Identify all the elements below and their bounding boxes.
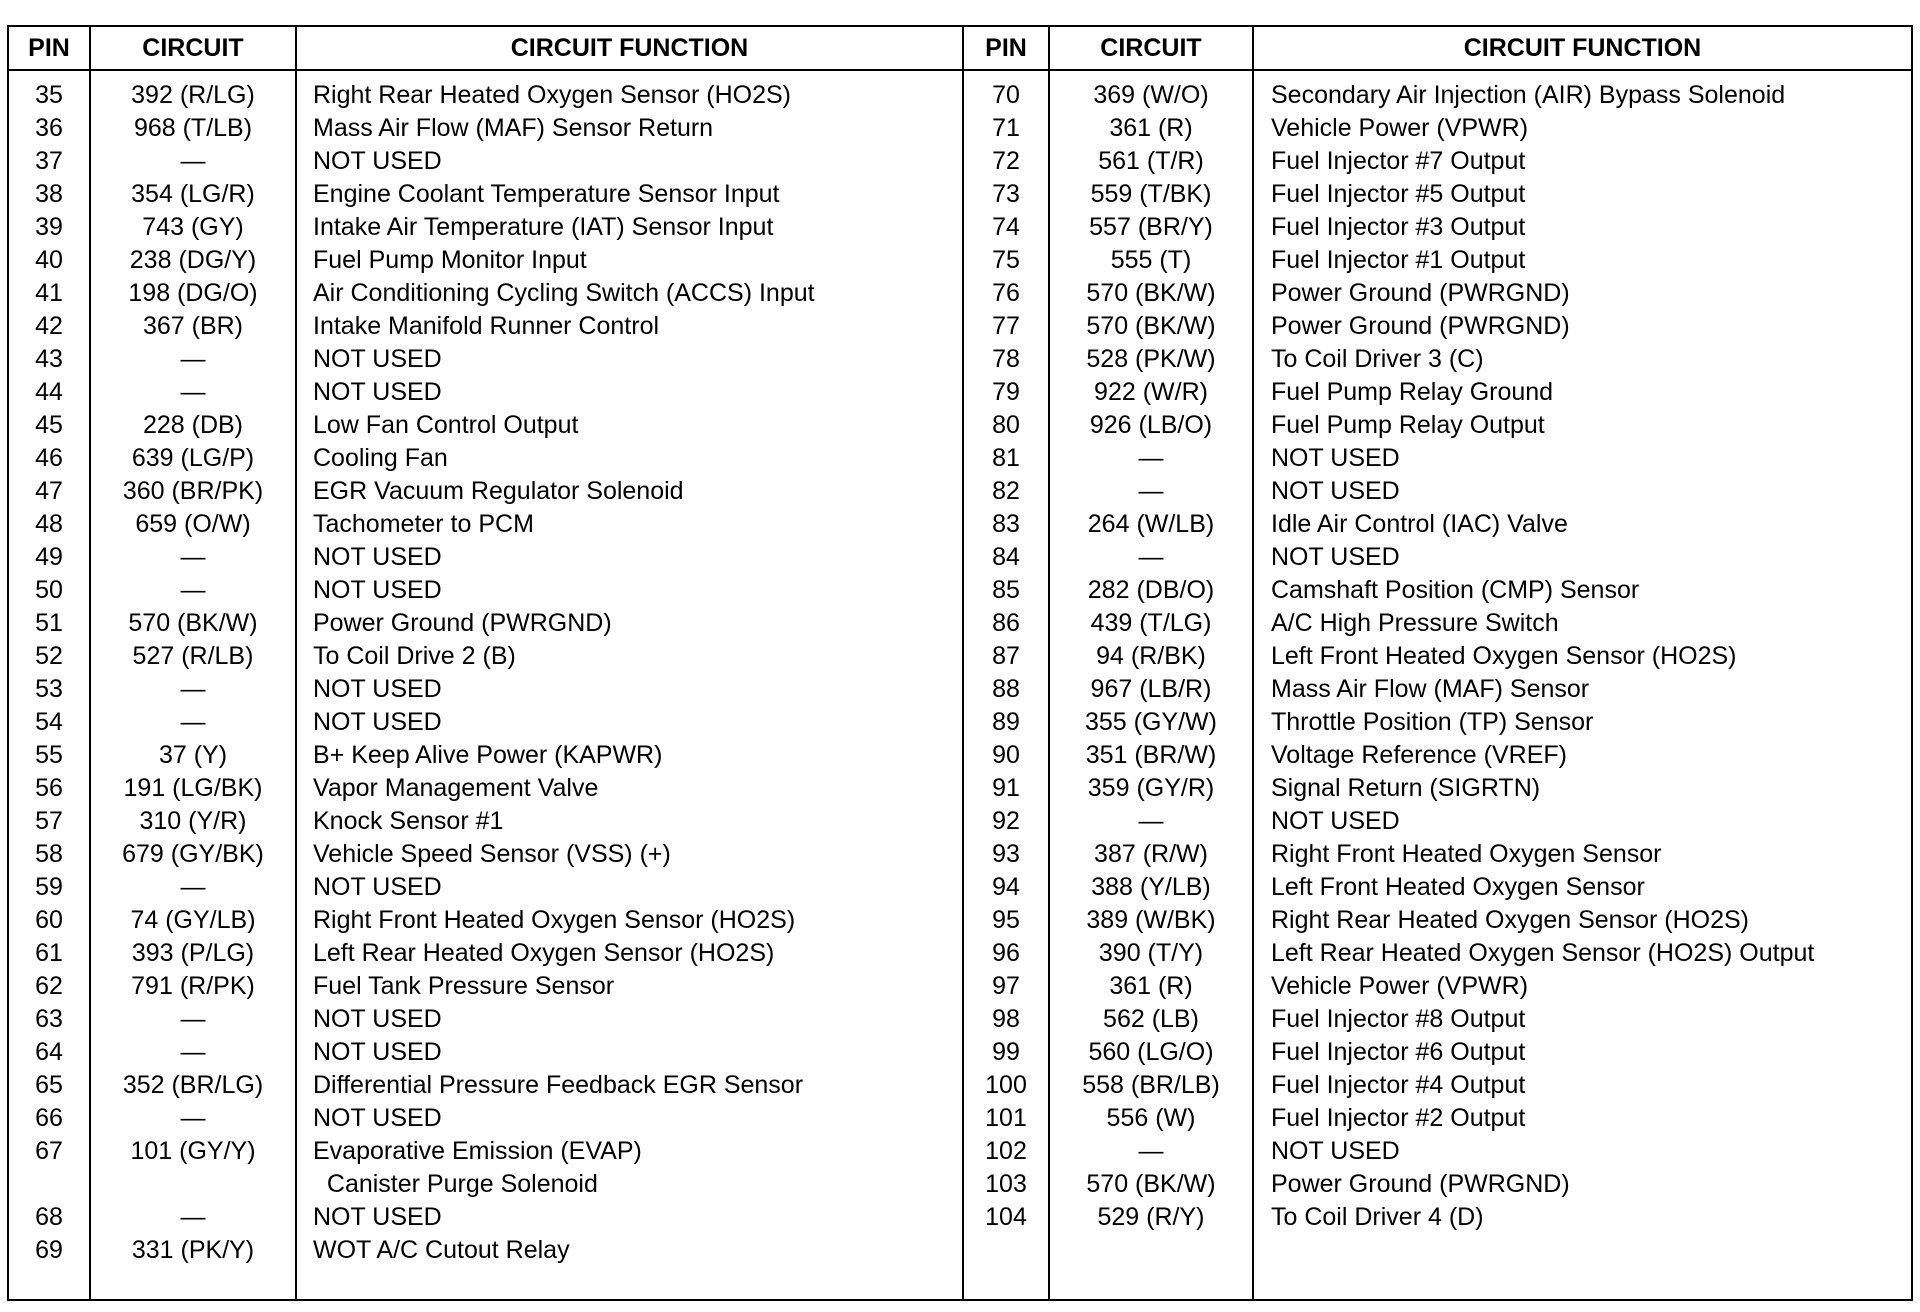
circuit-function: Evaporative Emission (EVAP) (313, 1137, 642, 1165)
circuit-function: Vapor Management Valve (313, 774, 599, 802)
pin-number: 62 (35, 972, 63, 1000)
circuit-function: NOT USED (1271, 807, 1400, 835)
left-pin-column (9, 79, 89, 1267)
pin-number: 59 (35, 873, 63, 901)
circuit-function: To Coil Driver 4 (D) (1271, 1203, 1484, 1231)
circuit-function: Idle Air Control (IAC) Valve (1271, 510, 1568, 538)
pin-number: 92 (992, 807, 1020, 835)
circuit-function: Cooling Fan (313, 444, 448, 472)
circuit-code: 238 (DG/Y) (129, 246, 257, 274)
circuit-code: 352 (BR/LG) (122, 1071, 264, 1099)
right-circuit-column (1050, 79, 1252, 1234)
circuit-code: — (180, 675, 206, 703)
pin-number: 63 (35, 1005, 63, 1033)
pin-number: 61 (35, 939, 63, 967)
pin-number: 97 (992, 972, 1020, 1000)
pin-number: 96 (992, 939, 1020, 967)
pin-number: 66 (35, 1104, 63, 1132)
pin-number: 77 (992, 312, 1020, 340)
circuit-function: Air Conditioning Cycling Switch (ACCS) Input (313, 279, 815, 307)
circuit-function: Tachometer to PCM (313, 510, 534, 538)
circuit-code: — (1138, 543, 1164, 571)
pin-number: 84 (992, 543, 1020, 571)
pin-number: 50 (35, 576, 63, 604)
circuit-code: 198 (DG/O) (128, 279, 258, 307)
circuit-code: 570 (BK/W) (1086, 312, 1216, 340)
circuit-function: NOT USED (313, 873, 442, 901)
circuit-code: 967 (LB/R) (1090, 675, 1212, 703)
pin-number: 95 (992, 906, 1020, 934)
pin-number: 72 (992, 147, 1020, 175)
circuit-code: 555 (T) (1110, 246, 1192, 274)
circuit-function: Left Front Heated Oxygen Sensor (HO2S) (1271, 642, 1737, 670)
pin-number: 83 (992, 510, 1020, 538)
circuit-function: Fuel Injector #7 Output (1271, 147, 1526, 175)
circuit-code: — (1138, 477, 1164, 505)
pin-number: 88 (992, 675, 1020, 703)
pin-number: 47 (35, 477, 63, 505)
circuit-code: 659 (O/W) (135, 510, 251, 538)
circuit-function: Throttle Position (TP) Sensor (1271, 708, 1594, 736)
pin-number: 64 (35, 1038, 63, 1066)
circuit-code: 101 (GY/Y) (130, 1137, 256, 1165)
pin-number: 37 (35, 147, 63, 175)
circuit-code: 361 (R) (1109, 114, 1193, 142)
pin-number: 67 (35, 1137, 63, 1165)
circuit-code: — (180, 1104, 206, 1132)
circuit-code: 743 (GY) (142, 213, 244, 241)
pin-number: 80 (992, 411, 1020, 439)
circuit-code (91, 1168, 295, 1201)
circuit-code: — (180, 345, 206, 373)
circuit-code: 679 (GY/BK) (122, 840, 264, 868)
circuit-code: 354 (LG/R) (131, 180, 255, 208)
header-function-left: CIRCUIT FUNCTION (510, 34, 749, 62)
circuit-code: 390 (T/Y) (1098, 939, 1204, 967)
pin-number: 78 (992, 345, 1020, 373)
circuit-function: EGR Vacuum Regulator Solenoid (313, 477, 684, 505)
pin-number (9, 1168, 89, 1201)
pin-number: 54 (35, 708, 63, 736)
circuit-code: — (180, 873, 206, 901)
pin-number: 60 (35, 906, 63, 934)
pin-number: 45 (35, 411, 63, 439)
circuit-code: 37 (Y) (158, 741, 228, 769)
pin-number: 104 (985, 1203, 1027, 1231)
circuit-code: 310 (Y/R) (139, 807, 247, 835)
pin-number: 71 (992, 114, 1020, 142)
pin-number: 35 (35, 81, 63, 109)
circuit-function: NOT USED (313, 1038, 442, 1066)
circuit-code: 351 (BR/W) (1085, 741, 1217, 769)
circuit-function: NOT USED (313, 675, 442, 703)
circuit-function: Fuel Pump Monitor Input (313, 246, 587, 274)
column-divider (1252, 27, 1254, 1299)
circuit-function: Fuel Pump Relay Ground (1271, 378, 1554, 406)
pin-number: 41 (35, 279, 63, 307)
circuit-function: Fuel Tank Pressure Sensor (313, 972, 615, 1000)
circuit-code: 926 (LB/O) (1089, 411, 1213, 439)
circuit-code: — (180, 708, 206, 736)
header-pin-right: PIN (985, 34, 1027, 62)
header-function-right: CIRCUIT FUNCTION (1463, 34, 1702, 62)
circuit-function: B+ Keep Alive Power (KAPWR) (313, 741, 663, 769)
circuit-code: 360 (BR/PK) (122, 477, 264, 505)
circuit-function: NOT USED (313, 543, 442, 571)
circuit-function: NOT USED (313, 345, 442, 373)
circuit-function: NOT USED (313, 1005, 442, 1033)
pin-number: 51 (35, 609, 63, 637)
circuit-code: — (180, 1038, 206, 1066)
circuit-code: — (1138, 444, 1164, 472)
circuit-code: 559 (T/BK) (1090, 180, 1212, 208)
circuit-function: Knock Sensor #1 (313, 807, 504, 835)
pin-number: 68 (35, 1203, 63, 1231)
circuit-function: Power Ground (PWRGND) (1271, 1170, 1570, 1198)
circuit-function: Vehicle Power (VPWR) (1271, 114, 1529, 142)
circuit-code: 94 (R/BK) (1096, 642, 1206, 670)
circuit-function: NOT USED (313, 147, 442, 175)
pin-number: 44 (35, 378, 63, 406)
circuit-function: Fuel Injector #6 Output (1271, 1038, 1526, 1066)
pin-number: 57 (35, 807, 63, 835)
circuit-code: 922 (W/R) (1094, 378, 1208, 406)
circuit-function: Right Front Heated Oxygen Sensor (1271, 840, 1662, 868)
circuit-code: 529 (R/Y) (1097, 1203, 1205, 1231)
circuit-code: 562 (LB) (1103, 1005, 1199, 1033)
circuit-code: 560 (LG/O) (1088, 1038, 1214, 1066)
left-circuit-column (91, 79, 295, 1267)
circuit-code: 282 (DB/O) (1087, 576, 1215, 604)
header-circuit-right: CIRCUIT (1100, 34, 1202, 62)
pin-table (7, 25, 1913, 1301)
circuit-function: Right Front Heated Oxygen Sensor (HO2S) (313, 906, 796, 934)
circuit-code: 359 (GY/R) (1087, 774, 1215, 802)
circuit-function: To Coil Driver 3 (C) (1271, 345, 1484, 373)
circuit-code: — (180, 147, 206, 175)
circuit-function: Camshaft Position (CMP) Sensor (1271, 576, 1640, 604)
circuit-code: 561 (T/R) (1098, 147, 1204, 175)
pin-number: 73 (992, 180, 1020, 208)
pin-number: 100 (985, 1071, 1027, 1099)
circuit-code: 228 (DB) (142, 411, 244, 439)
circuit-code: 968 (T/LB) (133, 114, 253, 142)
circuit-function: NOT USED (1271, 1137, 1400, 1165)
circuit-function: Engine Coolant Temperature Sensor Input (313, 180, 780, 208)
circuit-code: — (180, 378, 206, 406)
circuit-function: Fuel Pump Relay Output (1271, 411, 1545, 439)
circuit-code: 361 (R) (1109, 972, 1193, 1000)
circuit-code: 570 (BK/W) (128, 609, 258, 637)
circuit-function: Right Rear Heated Oxygen Sensor (HO2S) (313, 81, 791, 109)
circuit-code: 570 (BK/W) (1086, 279, 1216, 307)
pin-number: 70 (992, 81, 1020, 109)
circuit-code: 557 (BR/Y) (1089, 213, 1213, 241)
circuit-function: NOT USED (313, 1203, 442, 1231)
circuit-function: Power Ground (PWRGND) (1271, 279, 1570, 307)
pin-number: 48 (35, 510, 63, 538)
circuit-function: NOT USED (313, 378, 442, 406)
pin-number: 56 (35, 774, 63, 802)
circuit-function: Fuel Injector #8 Output (1271, 1005, 1526, 1033)
circuit-function: Fuel Injector #5 Output (1271, 180, 1526, 208)
circuit-code: 387 (R/W) (1094, 840, 1208, 868)
pin-number: 49 (35, 543, 63, 571)
pin-number: 36 (35, 114, 63, 142)
circuit-code: 558 (BR/LB) (1082, 1071, 1220, 1099)
left-function-column (313, 79, 958, 1267)
pin-number: 89 (992, 708, 1020, 736)
circuit-code: — (1138, 1137, 1164, 1165)
column-divider (295, 27, 297, 1299)
pin-number: 98 (992, 1005, 1020, 1033)
circuit-function: Vehicle Power (VPWR) (1271, 972, 1529, 1000)
circuit-code: — (180, 543, 206, 571)
circuit-function: NOT USED (313, 708, 442, 736)
right-function-column (1271, 79, 1907, 1234)
circuit-code: 392 (R/LG) (131, 81, 255, 109)
pin-number: 79 (992, 378, 1020, 406)
circuit-code: 639 (LG/P) (131, 444, 255, 472)
circuit-function: Differential Pressure Feedback EGR Sensor (313, 1071, 804, 1099)
circuit-function: NOT USED (313, 1104, 442, 1132)
circuit-code: 191 (LG/BK) (123, 774, 263, 802)
circuit-code: 393 (P/LG) (131, 939, 255, 967)
circuit-function: A/C High Pressure Switch (1271, 609, 1559, 637)
circuit-function: Mass Air Flow (MAF) Sensor Return (313, 114, 714, 142)
circuit-code: 528 (PK/W) (1086, 345, 1216, 373)
circuit-code: — (1138, 807, 1164, 835)
circuit-code: 389 (W/BK) (1086, 906, 1216, 934)
pin-number: 74 (992, 213, 1020, 241)
pin-number: 85 (992, 576, 1020, 604)
circuit-function: Vehicle Speed Sensor (VSS) (+) (313, 840, 671, 868)
circuit-code: — (180, 576, 206, 604)
circuit-code: 527 (R/LB) (132, 642, 254, 670)
circuit-function: Low Fan Control Output (313, 411, 579, 439)
pin-number: 82 (992, 477, 1020, 505)
circuit-function: To Coil Drive 2 (B) (313, 642, 516, 670)
pin-number: 102 (985, 1137, 1027, 1165)
pin-number: 99 (992, 1038, 1020, 1066)
pin-number: 65 (35, 1071, 63, 1099)
circuit-function: NOT USED (1271, 543, 1400, 571)
pin-number: 55 (35, 741, 63, 769)
pin-number: 90 (992, 741, 1020, 769)
circuit-function: NOT USED (313, 576, 442, 604)
pin-number: 86 (992, 609, 1020, 637)
pin-number: 101 (985, 1104, 1027, 1132)
circuit-code: 439 (T/LG) (1090, 609, 1212, 637)
circuit-function: Power Ground (PWRGND) (1271, 312, 1570, 340)
pin-number: 42 (35, 312, 63, 340)
pin-number: 75 (992, 246, 1020, 274)
pin-number: 52 (35, 642, 63, 670)
header-circuit-left: CIRCUIT (142, 34, 244, 62)
circuit-function: Power Ground (PWRGND) (313, 609, 612, 637)
circuit-function: Fuel Injector #1 Output (1271, 246, 1526, 274)
circuit-function: Canister Purge Solenoid (313, 1170, 598, 1198)
pin-number: 91 (992, 774, 1020, 802)
pin-number: 40 (35, 246, 63, 274)
circuit-code: 388 (Y/LB) (1091, 873, 1211, 901)
circuit-code: — (180, 1005, 206, 1033)
pin-number: 94 (992, 873, 1020, 901)
circuit-code: 355 (GY/W) (1085, 708, 1217, 736)
circuit-code: 556 (W) (1106, 1104, 1196, 1132)
circuit-code: 331 (PK/Y) (131, 1236, 255, 1264)
circuit-function: NOT USED (1271, 444, 1400, 472)
right-pin-column (964, 79, 1048, 1234)
pin-number: 69 (35, 1236, 63, 1264)
pin-number: 39 (35, 213, 63, 241)
circuit-function: Voltage Reference (VREF) (1271, 741, 1567, 769)
circuit-code: 367 (BR) (142, 312, 244, 340)
pin-number: 46 (35, 444, 63, 472)
pin-number: 58 (35, 840, 63, 868)
pin-number: 93 (992, 840, 1020, 868)
circuit-function: Fuel Injector #2 Output (1271, 1104, 1526, 1132)
circuit-function: Left Front Heated Oxygen Sensor (1271, 873, 1645, 901)
circuit-function: Fuel Injector #4 Output (1271, 1071, 1526, 1099)
circuit-function: Right Rear Heated Oxygen Sensor (HO2S) (1271, 906, 1749, 934)
pin-number: 76 (992, 279, 1020, 307)
circuit-function: Fuel Injector #3 Output (1271, 213, 1526, 241)
circuit-function: Left Rear Heated Oxygen Sensor (HO2S) Output (1271, 939, 1815, 967)
circuit-code: 791 (R/PK) (131, 972, 255, 1000)
circuit-code: 570 (BK/W) (1086, 1170, 1216, 1198)
circuit-function: Intake Manifold Runner Control (313, 312, 660, 340)
circuit-code: 264 (W/LB) (1087, 510, 1215, 538)
pin-number: 53 (35, 675, 63, 703)
circuit-function: Mass Air Flow (MAF) Sensor (1271, 675, 1590, 703)
circuit-function: Secondary Air Injection (AIR) Bypass Solenoid (1271, 81, 1786, 109)
circuit-function: NOT USED (1271, 477, 1400, 505)
circuit-function: Left Rear Heated Oxygen Sensor (HO2S) (313, 939, 775, 967)
pin-number: 103 (985, 1170, 1027, 1198)
circuit-function: Intake Air Temperature (IAT) Sensor Input (313, 213, 774, 241)
circuit-code: 74 (GY/LB) (130, 906, 256, 934)
pin-number: 43 (35, 345, 63, 373)
pin-number: 87 (992, 642, 1020, 670)
circuit-function: Signal Return (SIGRTN) (1271, 774, 1541, 802)
circuit-code: — (180, 1203, 206, 1231)
circuit-code: 369 (W/O) (1093, 81, 1209, 109)
header-pin-left: PIN (28, 34, 70, 62)
pin-number: 38 (35, 180, 63, 208)
pin-number: 81 (992, 444, 1020, 472)
circuit-function: WOT A/C Cutout Relay (313, 1236, 570, 1264)
